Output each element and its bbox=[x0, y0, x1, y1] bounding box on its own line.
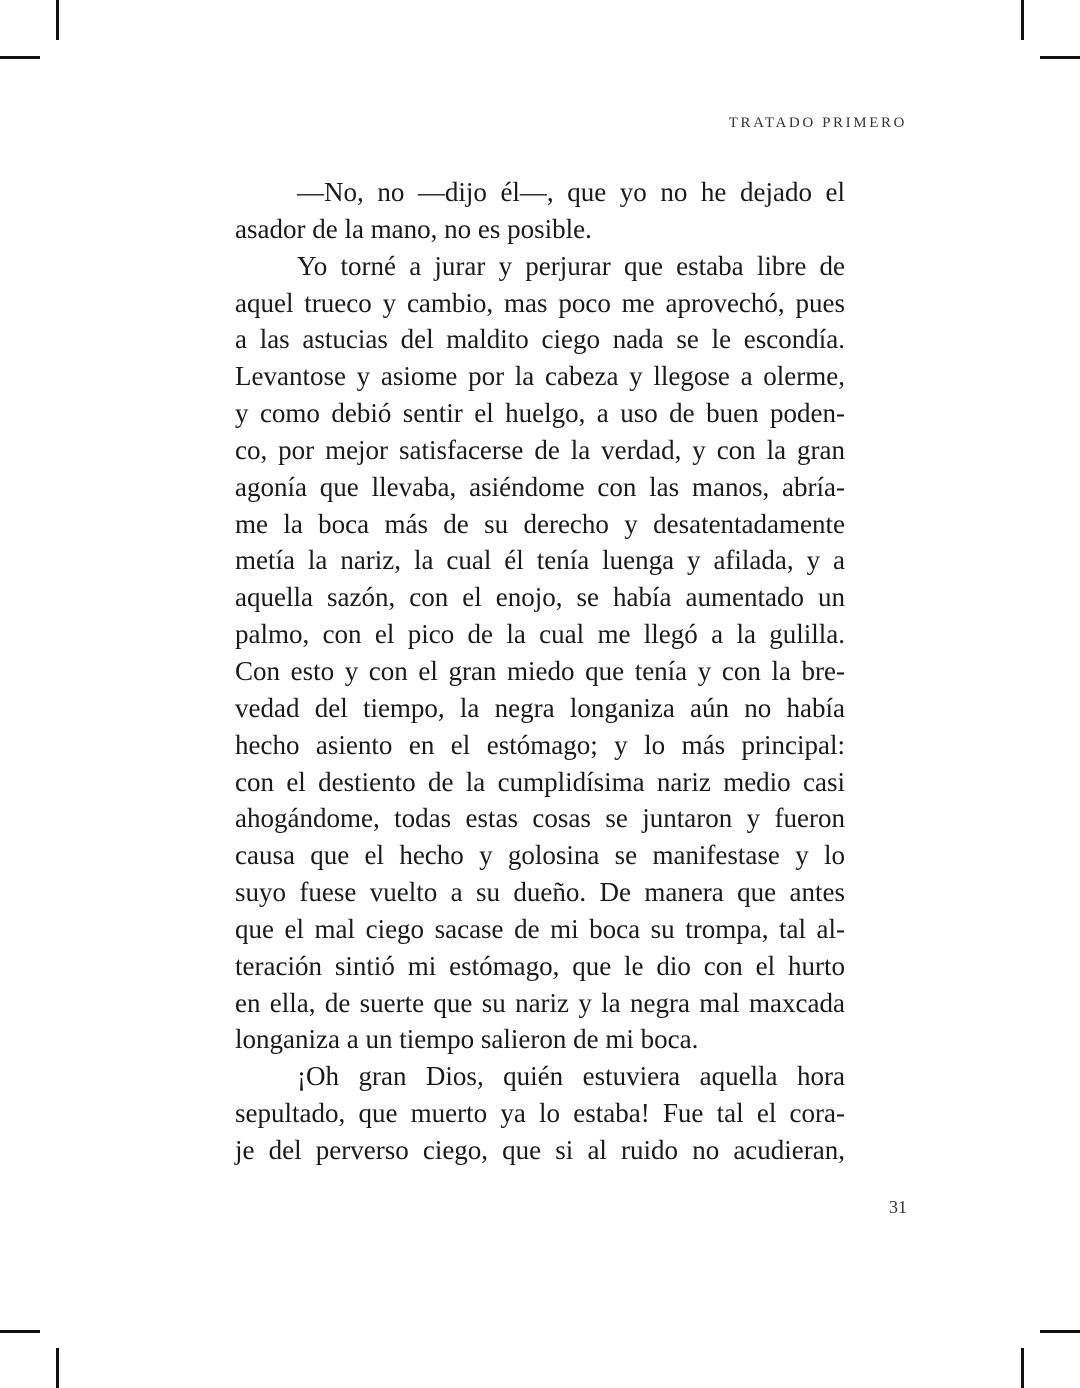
text-line: a las astucias del maldito ciego nada se le escondía. bbox=[235, 324, 845, 355]
text-line: longaniza a un tiempo salieron de mi boca. bbox=[235, 1024, 699, 1055]
crop-mark-bottom-right-horizontal bbox=[1040, 1330, 1080, 1333]
text-line: y como debió sentir el huelgo, a uso de buen poden- bbox=[235, 398, 845, 429]
text-line: co, por mejor satisfacerse de la verdad, y con la gran bbox=[235, 434, 845, 465]
text-line: causa que el hecho y golosina se manifestase y lo bbox=[235, 840, 845, 871]
crop-mark-bottom-left-horizontal bbox=[0, 1330, 40, 1333]
text-line: agonía que llevaba, asiéndome con las manos, abría- bbox=[235, 471, 845, 502]
text-line: ¡Oh gran Dios, quién estuviera aquella hora bbox=[297, 1061, 845, 1092]
crop-mark-top-right-horizontal bbox=[1040, 56, 1080, 59]
text-line: metía la nariz, la cual él tenía luenga y afilada, y a bbox=[235, 545, 845, 576]
body-text bbox=[235, 174, 845, 1169]
text-line: me la boca más de su derecho y desatentadamente bbox=[235, 508, 845, 539]
text-line: aquella sazón, con el enojo, se había aumentado un bbox=[235, 582, 845, 613]
paragraph bbox=[235, 174, 845, 248]
text-line: Levantose y asiome por la cabeza y llegose a olerme, bbox=[235, 361, 845, 392]
crop-mark-bottom-left-vertical bbox=[56, 1348, 59, 1388]
running-head: TRATADO PRIMERO bbox=[728, 115, 907, 131]
text-line: ahogándome, todas estas cosas se juntaron y fueron bbox=[235, 803, 845, 834]
text-line: suyo fuese vuelto a su dueño. De manera que antes bbox=[235, 877, 845, 908]
text-line: hecho asiento en el estómago; y lo más principal: bbox=[235, 729, 845, 760]
text-line: aquel trueco y cambio, mas poco me aprovechó, pues bbox=[235, 287, 845, 318]
text-line: sepultado, que muerto ya lo estaba! Fue tal el cora- bbox=[235, 1098, 845, 1129]
text-line: teración sintió mi estómago, que le dio con el hurto bbox=[235, 950, 845, 981]
crop-mark-top-left-horizontal bbox=[0, 56, 40, 59]
text-line: Con esto y con el gran miedo que tenía y con la bre- bbox=[235, 655, 845, 686]
text-line: Yo torné a jurar y perjurar que estaba libre de bbox=[297, 250, 845, 281]
paragraph bbox=[235, 1058, 845, 1169]
text-line: —No, no —dijo él—, que yo no he dejado el bbox=[297, 177, 845, 207]
text-line: con el destiento de la cumplidísima nariz medio casi bbox=[235, 766, 845, 797]
text-line: palmo, con el pico de la cual me llegó a la gulilla. bbox=[235, 619, 845, 650]
crop-mark-bottom-right-vertical bbox=[1021, 1348, 1024, 1388]
text-line: en ella, de suerte que su nariz y la negra mal maxcada bbox=[235, 987, 845, 1018]
crop-mark-top-left-vertical bbox=[56, 0, 59, 40]
text-line: vedad del tiempo, la negra longaniza aún no había bbox=[235, 692, 845, 723]
text-line: je del perverso ciego, que si al ruido no acudieran, bbox=[235, 1134, 845, 1165]
crop-mark-top-right-vertical bbox=[1021, 0, 1024, 40]
text-line: asador de la mano, no es posible. bbox=[235, 213, 592, 244]
page-number: 31 bbox=[889, 1197, 907, 1217]
text-line: que el mal ciego sacase de mi boca su trompa, tal al- bbox=[235, 913, 845, 944]
paragraph bbox=[235, 248, 845, 1059]
